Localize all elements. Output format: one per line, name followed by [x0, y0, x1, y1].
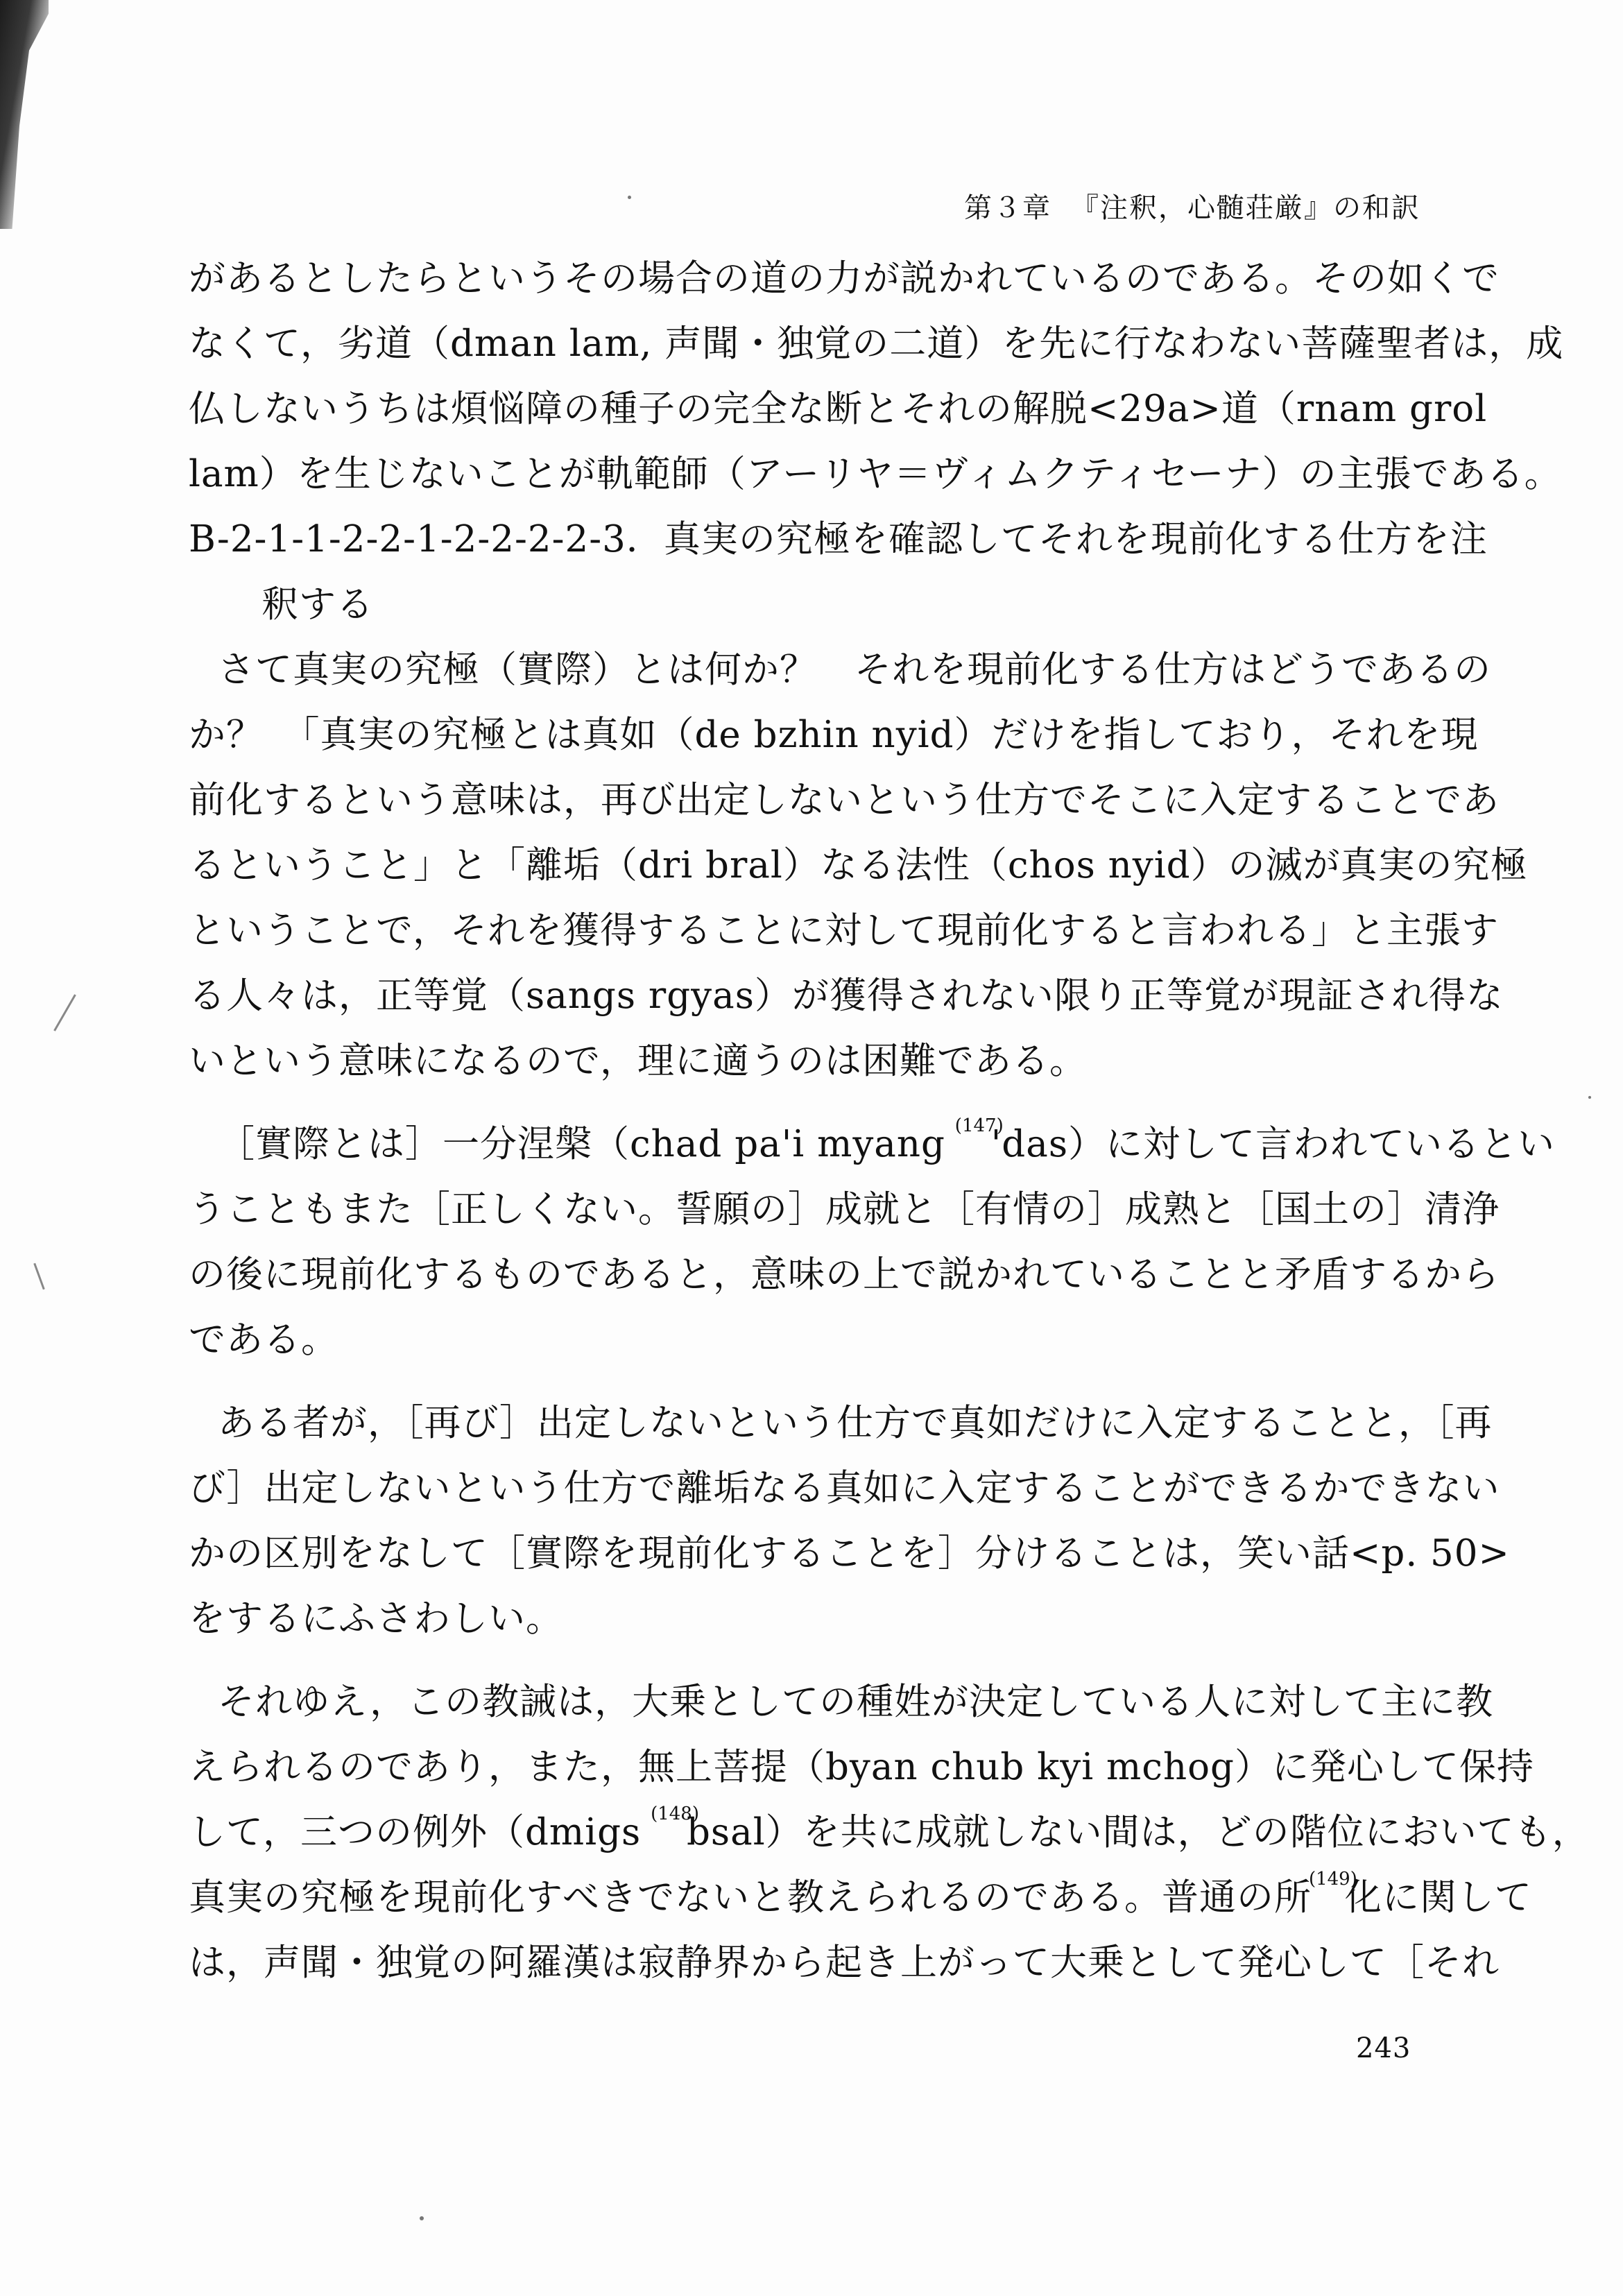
- text-line: それゆえ，この教誡は，大乗としての種姓が決定している人に対して主に教: [218, 1681, 1494, 1723]
- chapter-label: 第３章: [964, 192, 1051, 224]
- text-segment: bsal）を共に成就しない間は，どの階位においても，: [686, 1811, 1590, 1853]
- text-line: ある者が，［再び］出定しないという仕方で真如だけに入定することと，［再: [218, 1402, 1493, 1444]
- text-line: をするにふさわしい。: [189, 1597, 563, 1640]
- section-heading-cont: 釈する: [261, 583, 374, 626]
- footnote-ref: (149): [1308, 1869, 1357, 1890]
- text-line: いという意味になるので，理に適うのは困難である。: [189, 1040, 1087, 1082]
- text-line: [189, 1112, 1556, 1177]
- text-line: である。: [189, 1319, 338, 1361]
- text-line: えられるのであり，また，無上菩提（byan chub kyi mchog）に発心して保持: [189, 1746, 1534, 1788]
- text-line: るということ」と「離垢（dri bral）なる法性（chos nyid）の滅が真実の究極: [189, 844, 1528, 886]
- text-line: [189, 1865, 1532, 1930]
- text-segment: 化に関して: [1344, 1876, 1532, 1919]
- text-line: 仏しないうちは煩悩障の種子の完全な断とそれの解脱<29a>道（rnam grol: [189, 388, 1488, 430]
- text-line: ということで，それを獲得することに対して現前化すると言われる」と主張す: [189, 909, 1499, 952]
- page-number: 243: [1356, 2032, 1411, 2064]
- text-line: うこともまた［正しくない。誓願の］成就と［有情の］成熟と［国土の］清浄: [189, 1188, 1500, 1231]
- text-line: か？ 「真実の究極とは真如（de bzhin nyid）だけを指しており，それを現: [189, 714, 1479, 756]
- text-segment: 'das）に対して言われているとい: [990, 1123, 1556, 1165]
- text-line: び］出定しないという仕方で離垢なる真如に入定することができるかできない: [189, 1467, 1500, 1509]
- section-heading: B-2-1-1-2-2-1-2-2-2-2-3．真実の究極を確認してそれを現前化する仕方を注: [189, 518, 1488, 560]
- footnote-ref: (148): [651, 1804, 699, 1824]
- pencil-mark: [53, 994, 76, 1031]
- text-segment: ［實際とは］一分涅槃（chad pa'i myang: [218, 1123, 958, 1165]
- running-header: [964, 186, 1420, 225]
- scan-artifact: [0, 0, 49, 229]
- text-line: さて真実の究極（實際）とは何か？ それを現前化する仕方はどうであるの: [218, 649, 1491, 691]
- text-line: なくて，劣道（dman lam, 声聞・独覚の二道）を先に行なわない菩薩聖者は，成: [189, 323, 1564, 365]
- body-text: [189, 246, 1590, 1996]
- scan-speck: [628, 196, 631, 199]
- text-line: る人々は，正等覚（sangs rgyas）が獲得されない限り正等覚が現証され得な: [189, 975, 1504, 1017]
- text-segment: して，三つの例外（dmigs: [189, 1811, 654, 1853]
- text-line: かの区別をなして［實際を現前化することを］分けることは，笑い話<p. 50>: [189, 1532, 1510, 1575]
- text-segment: 真実の究極を現前化すべきでないと教えられるのである。普通の所: [189, 1876, 1312, 1919]
- scan-speck: [1588, 1096, 1591, 1099]
- chapter-title: 『注釈，心髄荘厳』の和訳: [1071, 192, 1420, 224]
- text-line: 前化するという意味は，再び出定しないという仕方でそこに入定することであ: [189, 779, 1500, 821]
- text-line: [189, 1800, 1590, 1865]
- text-line: lam）を生じないことが軌範師（アーリヤ＝ヴィムクティセーナ）の主張である。: [189, 453, 1562, 495]
- footnote-ref: (147): [954, 1115, 1004, 1136]
- pencil-mark: [33, 1263, 44, 1290]
- scan-speck: [420, 2216, 424, 2220]
- text-line: は，声聞・独覚の阿羅漢は寂静界から起き上がって大乗として発心して［それ: [189, 1942, 1500, 1984]
- text-line: の後に現前化するものであると，意味の上で説かれていることと矛盾するから: [189, 1253, 1500, 1296]
- text-line: があるとしたらというその場合の道の力が説かれているのである。その如くで: [189, 257, 1500, 300]
